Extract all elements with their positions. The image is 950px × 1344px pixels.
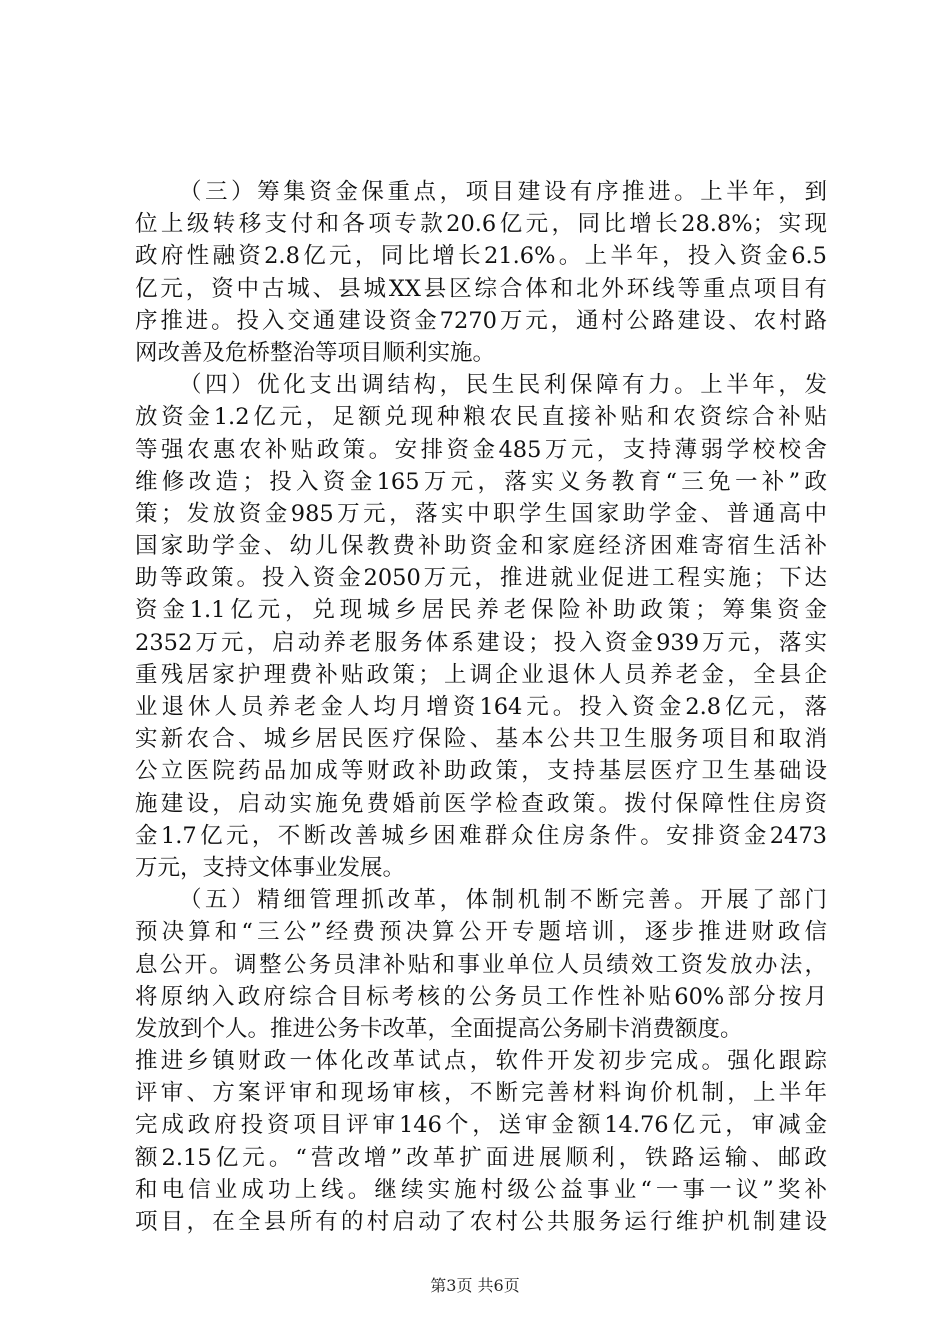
text-line: （三）筹集资金保重点，项目建设有序推进。上半年，到 (179, 179, 827, 205)
text-line: 位上级转移支付和各项专款20.6亿元，同比增长28.8%；实现 (135, 211, 827, 238)
text-line: 国家助学金、幼儿保教费补助资金和家庭经济困难寄宿生活补 (135, 533, 827, 560)
paragraph-3 (135, 176, 827, 369)
text-line: 发放到个人。推进公务卡改革，全面提高公务刷卡消费额度。 (135, 1015, 743, 1042)
text-line: 资金1.1亿元，兑现城乡居民养老保险补助政策；筹集资金 (135, 597, 827, 624)
text-line: 项目，在全县所有的村启动了农村公共服务运行维护机制建设 (135, 1209, 827, 1235)
text-line: 维修改造；投入资金165万元，落实义务教育“三免一补”政 (135, 468, 827, 495)
text-line: 实新农合、城乡居民医疗保险、基本公共卫生服务项目和取消 (135, 726, 827, 753)
text-line: 重残居家护理费补贴政策；上调企业退休人员养老金，全县企 (135, 661, 827, 688)
page-number-footer: 第3页 共6页 (430, 1276, 520, 1295)
paragraph-4 (135, 369, 827, 884)
document-body (135, 176, 827, 1238)
text-line: 预决算和“三公”经费预决算公开专题培训，逐步推进财政信 (135, 919, 827, 946)
text-line: 公立医院药品加成等财政补助政策，支持基层医疗卫生基础设 (135, 758, 827, 785)
text-line: 助等政策。投入资金2050万元，推进就业促进工程实施；下达 (135, 565, 827, 592)
text-line: （四）优化支出调结构，民生民利保障有力。上半年，发 (179, 372, 827, 399)
text-line: 施建设，启动实施免费婚前医学检查政策。拨付保障性住房资 (135, 790, 827, 817)
text-line: 评审、方案评审和现场审核，不断完善材料询价机制，上半年 (135, 1080, 827, 1107)
text-line: 和电信业成功上线。继续实施村级公益事业“一事一议”奖补 (135, 1176, 827, 1203)
text-line: 2352万元，启动养老服务体系建设；投入资金939万元，落实 (135, 629, 827, 656)
text-line: 金1.7亿元，不断改善城乡困难群众住房条件。安排资金2473 (135, 822, 827, 849)
text-line: 序推进。投入交通建设资金7270万元，通村公路建设、农村路 (135, 307, 827, 334)
paragraph-5 (135, 884, 827, 1238)
text-line: 网改善及危桥整治等项目顺利实施。 (135, 339, 496, 366)
text-line: 放资金1.2亿元，足额兑现种粮农民直接补贴和农资综合补贴 (135, 404, 827, 431)
text-line: 等强农惠农补贴政策。安排资金485万元，支持薄弱学校校舍 (135, 436, 827, 463)
text-line: 推进乡镇财政一体化改革试点，软件开发初步完成。强化跟踪 (135, 1048, 827, 1075)
text-line: （五）精细管理抓改革，体制机制不断完善。开展了部门 (179, 887, 827, 914)
text-line: 息公开。调整公务员津补贴和事业单位人员绩效工资发放办法， (135, 951, 827, 978)
text-line: 完成政府投资项目评审146个，送审金额14.76亿元，审减金 (135, 1112, 827, 1139)
text-line: 政府性融资2.8亿元，同比增长21.6%。上半年，投入资金6.5 (135, 243, 827, 270)
text-line: 万元，支持文体事业发展。 (135, 854, 406, 881)
text-line: 业退休人员养老金人均月增资164元。投入资金2.8亿元，落 (135, 694, 827, 720)
text-line: 策；发放资金985万元，落实中职学生国家助学金、普通高中 (135, 500, 827, 527)
text-line: 将原纳入政府综合目标考核的公务员工作性补贴60%部分按月 (135, 983, 827, 1010)
text-line: 亿元，资中古城、县城XX县区综合体和北外环线等重点项目有 (135, 275, 827, 302)
text-line: 额2.15亿元。“营改增”改革扩面进展顺利，铁路运输、邮政 (135, 1144, 827, 1171)
